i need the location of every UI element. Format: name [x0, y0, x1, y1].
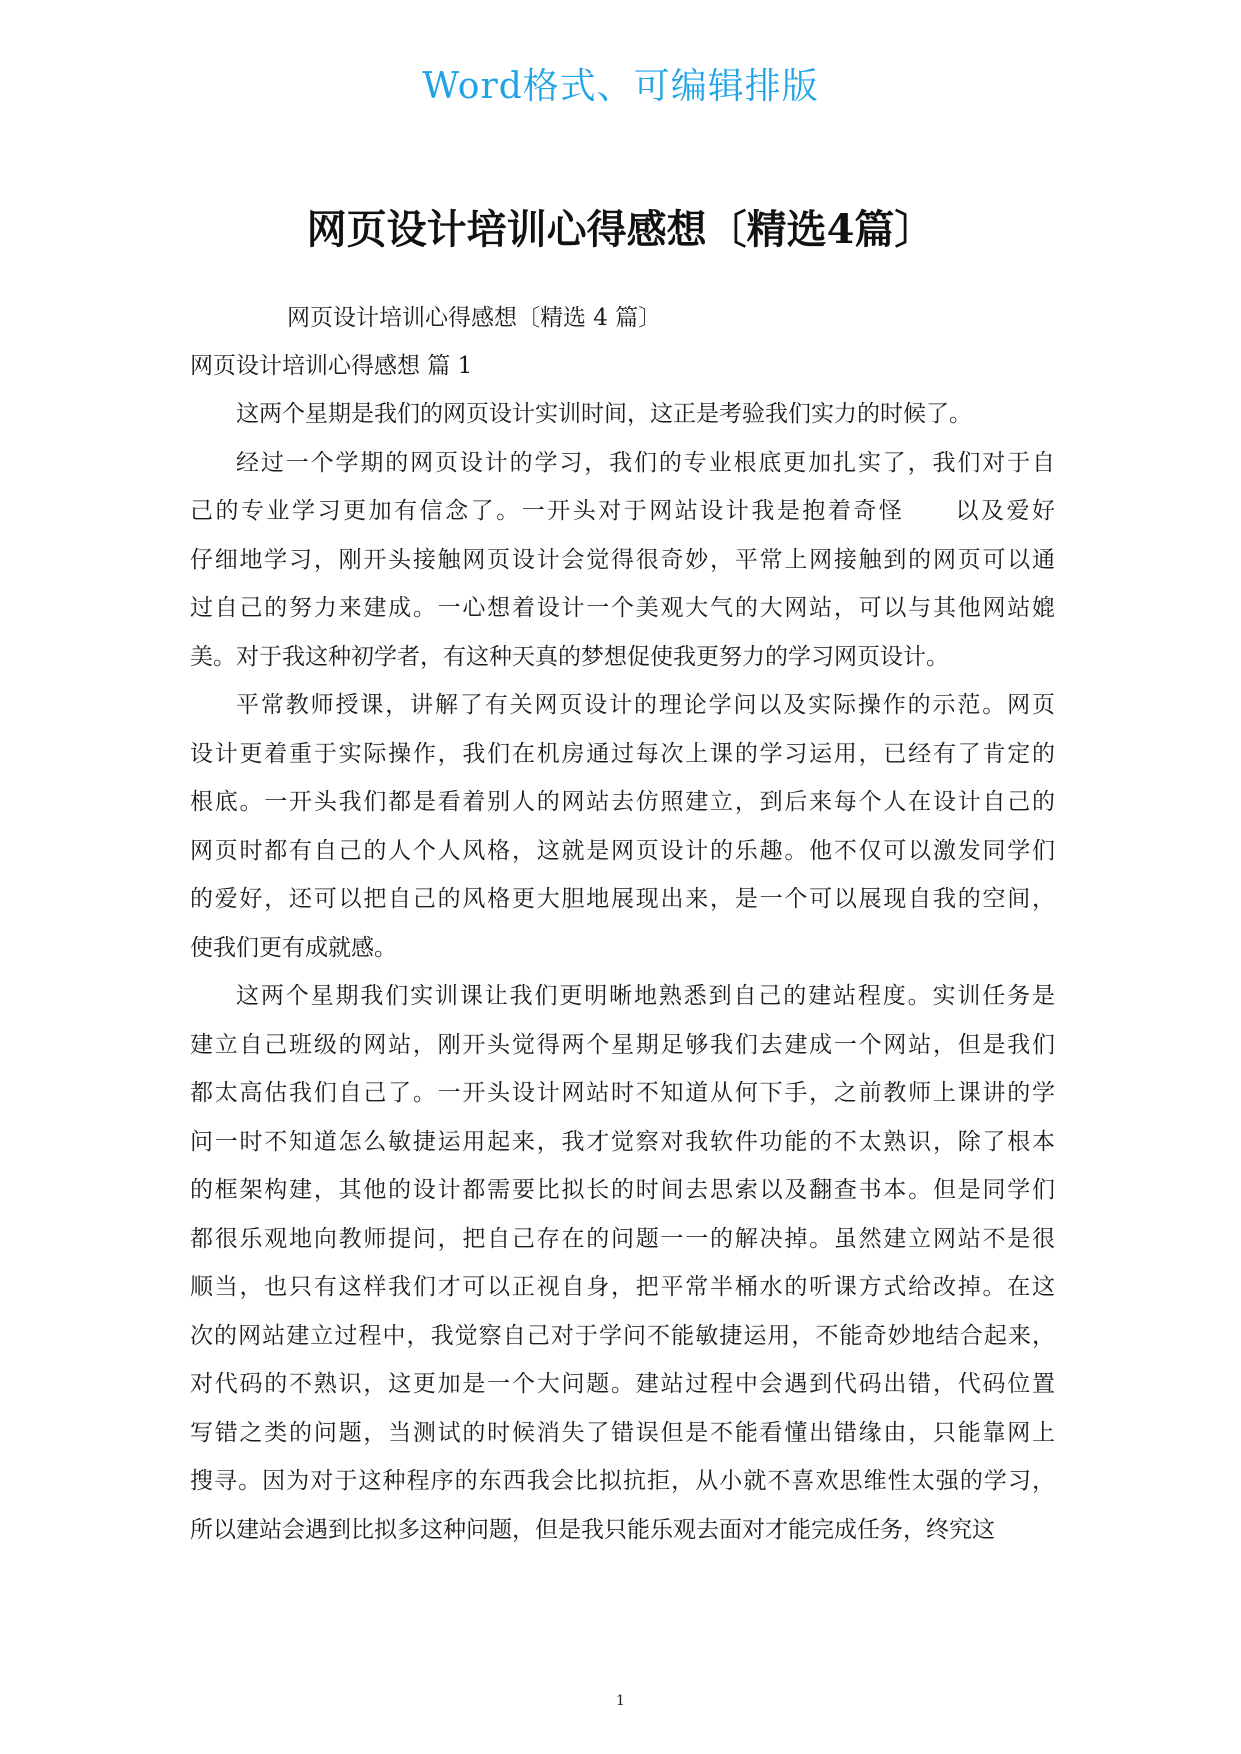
paragraph-line: 这两个星期我们实训课让我们更明晰地熟悉到自己的建站程度。实训任务是 [236, 983, 1055, 1009]
paragraph-line: 平常教师授课，讲解了有关网页设计的理论学问以及实际操作的示范。网页 [236, 692, 1055, 718]
paragraph-line: 对代码的不熟识，这更加是一个大问题。建站过程中会遇到代码出错，代码位置 [190, 1371, 1055, 1397]
paragraph-line: 仔细地学习，刚开头接触网页设计会觉得很奇妙，平常上网接触到的网页可以通 [190, 546, 1055, 573]
paragraph-line: 都太高估我们自己了。一开头设计网站时不知道从何下手，之前教师上课讲的学 [190, 1080, 1055, 1106]
paragraph-line: 搜寻。因为对于这种程序的东西我会比拟抗拒，从小就不喜欢思维性太强的学习， [190, 1468, 1055, 1494]
paragraph [190, 972, 1055, 1554]
paragraph [190, 390, 1055, 439]
document-subtitle: 网页设计培训心得感想〔精选 4 篇〕 [287, 305, 662, 331]
paragraph-line: 所以建站会遇到比拟多这种问题，但是我只能乐观去面对才能完成任务，终究这 [190, 1516, 995, 1543]
paragraph-line: 问一时不知道怎么敏捷运用起来，我才觉察对我软件功能的不太熟识，除了根本 [190, 1128, 1055, 1155]
paragraph [190, 439, 1055, 682]
paragraph-line: 的爱好，还可以把自己的风格更大胆地展现出来，是一个可以展现自我的空间， [190, 886, 1055, 912]
paragraph-line: 美。对于我这种初学者，有这种天真的梦想促使我更努力的学习网页设计。 [190, 643, 949, 670]
paragraph-line: 的框架构建，其他的设计都需要比拟长的时间去思索以及翻查书本。但是同学们 [190, 1177, 1055, 1203]
paragraph-line: 己的专业学习更加有信念了。一开头对于网站设计我是抱着奇怪 以及爱好 [190, 498, 1055, 524]
paragraph-line: 使我们更有成就感。 [190, 934, 397, 961]
paragraph-line: 设计更着重于实际操作，我们在机房通过每次上课的学习运用，已经有了肯定的 [190, 740, 1055, 767]
document-title: 网页设计培训心得感想〔精选4篇〕 [306, 206, 935, 253]
paragraph-list [190, 390, 1055, 1554]
page-header: Word格式、可编辑排版 [422, 66, 819, 107]
paragraph-line: 过自己的努力来建成。一心想着设计一个美观大气的大网站，可以与其他网站媲 [190, 595, 1055, 621]
paragraph-line: 经过一个学期的网页设计的学习，我们的专业根底更加扎实了，我们对于自 [236, 449, 1055, 476]
paragraph-line: 网页时都有自己的人个人风格，这就是网页设计的乐趣。他不仅可以激发同学们 [190, 837, 1055, 864]
paragraph [190, 681, 1055, 972]
section-heading: 网页设计培训心得感想 篇 1 [190, 353, 473, 379]
paragraph-line: 建立自己班级的网站，刚开头觉得两个星期足够我们去建成一个网站，但是我们 [190, 1031, 1055, 1058]
page-number: 1 [616, 1693, 625, 1709]
paragraph-line: 这两个星期是我们的网页设计实训时间，这正是考验我们实力的时候了。 [236, 401, 972, 427]
paragraph-line: 次的网站建立过程中，我觉察自己对于学问不能敏捷运用，不能奇妙地结合起来， [190, 1322, 1055, 1349]
paragraph-line: 顺当，也只有这样我们才可以正视自身，把平常半桶水的听课方式给改掉。在这 [190, 1274, 1055, 1300]
paragraph-line: 根底。一开头我们都是看着别人的网站去仿照建立，到后来每个人在设计自己的 [190, 789, 1055, 815]
paragraph-line: 写错之类的问题，当测试的时候消失了错误但是不能看懂出错缘由，只能靠网上 [190, 1419, 1055, 1446]
document-body [190, 294, 1055, 1554]
paragraph-line: 都很乐观地向教师提问，把自己存在的问题一一的解决掉。虽然建立网站不是很 [190, 1225, 1055, 1252]
